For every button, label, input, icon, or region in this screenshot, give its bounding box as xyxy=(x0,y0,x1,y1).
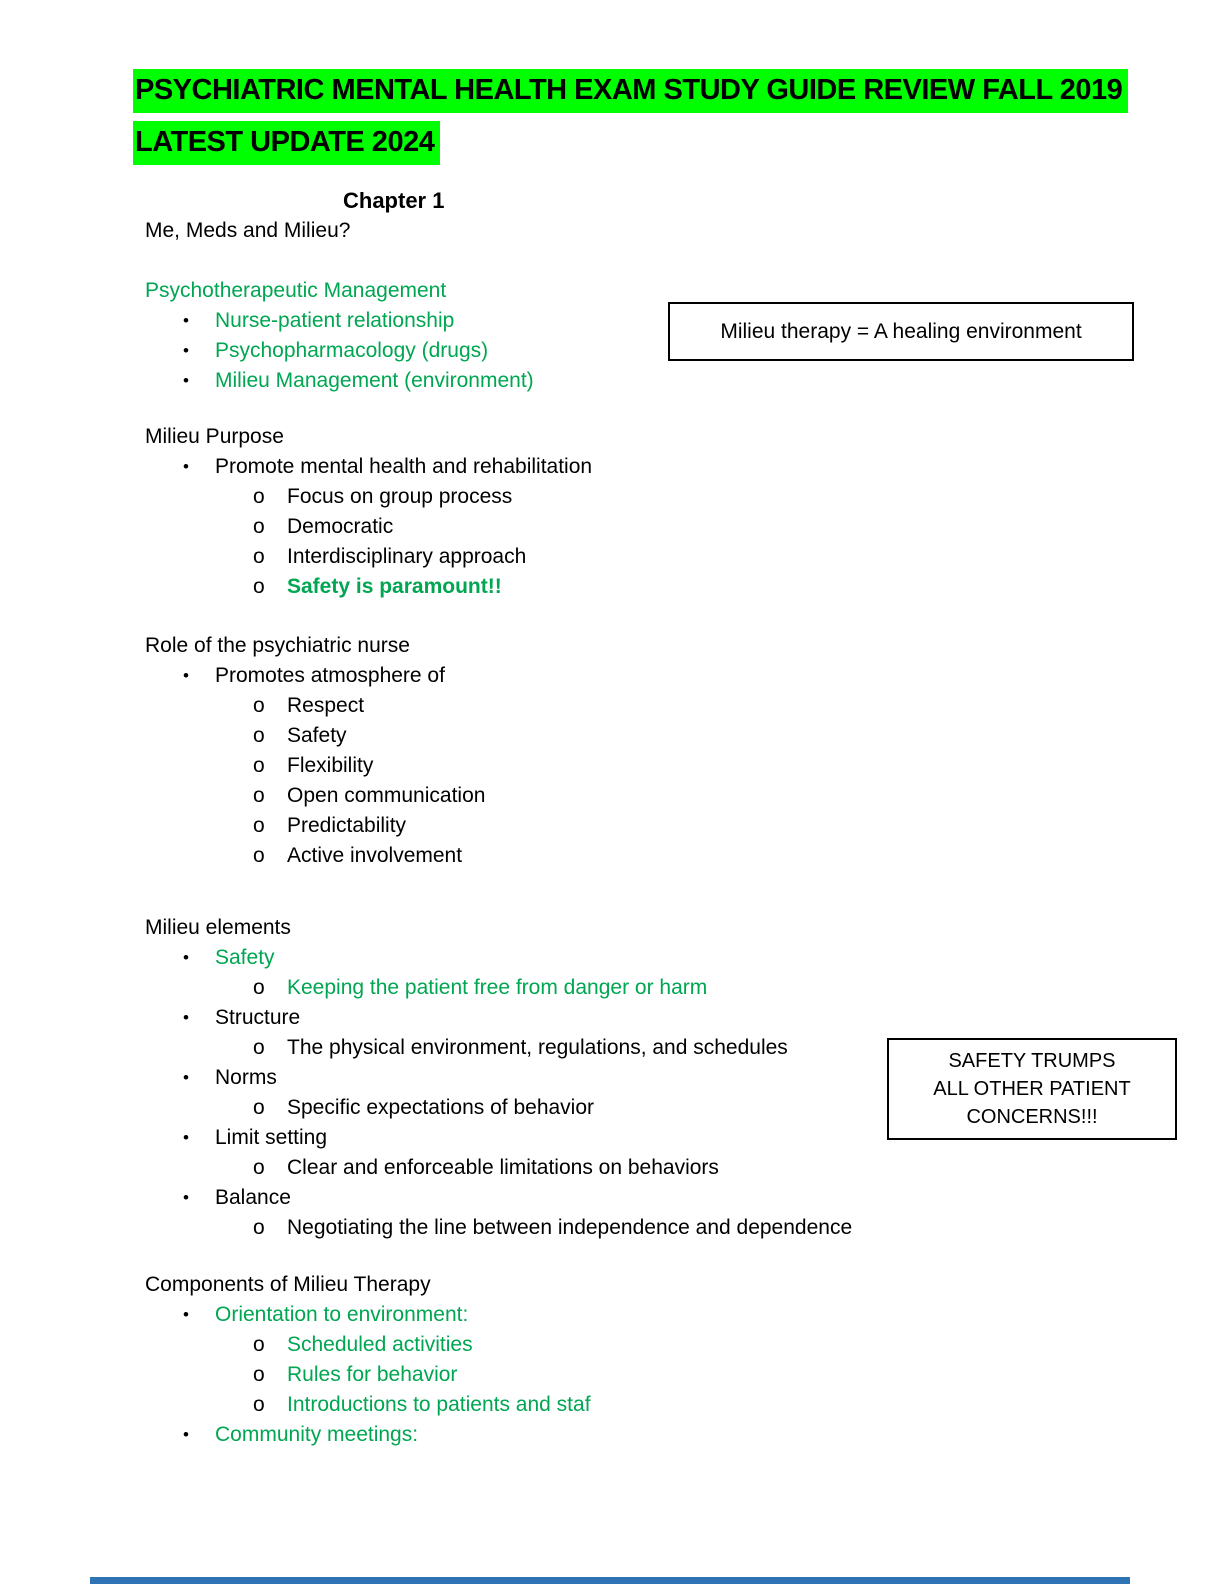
list-item-text: Structure xyxy=(215,1006,301,1029)
list-item-text: The physical environment, regulations, and schedules xyxy=(287,1036,788,1059)
list-item-text: Limit setting xyxy=(215,1126,328,1149)
circle-bullet-icon: o xyxy=(253,724,265,747)
dot-bullet-icon: • xyxy=(183,311,189,330)
list-item xyxy=(0,1183,1224,1213)
circle-bullet-icon: o xyxy=(253,814,265,837)
circle-bullet-icon: o xyxy=(253,754,265,777)
circle-bullet-icon: o xyxy=(253,1216,265,1239)
list-item-text: Interdisciplinary approach xyxy=(287,545,527,568)
list-item xyxy=(0,512,1224,542)
list-item-text: Respect xyxy=(287,694,365,717)
list-item xyxy=(0,691,1224,721)
list-item-text: Rules for behavior xyxy=(287,1363,458,1386)
dot-bullet-icon: • xyxy=(183,1068,189,1087)
list-item xyxy=(0,841,1224,871)
milieu-therapy-callout xyxy=(668,302,1134,361)
list-item-text: Clear and enforceable limitations on behaviors xyxy=(287,1156,719,1179)
list-item xyxy=(0,1003,1224,1033)
list-item-text: Open communication xyxy=(287,784,486,807)
list-item xyxy=(0,482,1224,512)
document-title xyxy=(133,64,1184,168)
list-item-text: Nurse-patient relationship xyxy=(215,309,455,332)
document-subtitle: Me, Meds and Milieu? xyxy=(145,219,351,242)
circle-bullet-icon: o xyxy=(253,545,265,568)
circle-bullet-icon: o xyxy=(253,784,265,807)
dot-bullet-icon: • xyxy=(183,1305,189,1324)
list-item-text: Keeping the patient free from danger or harm xyxy=(287,976,708,999)
list-item-text: Orientation to environment: xyxy=(215,1303,469,1326)
circle-bullet-icon: o xyxy=(253,515,265,538)
list-item-text: Introductions to patients and staf xyxy=(287,1393,591,1416)
dot-bullet-icon: • xyxy=(183,1128,189,1147)
sections xyxy=(0,276,1224,1450)
list-item-text: Active involvement xyxy=(287,844,463,867)
list-item xyxy=(0,542,1224,572)
list-item-text: Psychopharmacology (drugs) xyxy=(215,339,489,362)
list-item-text: Safety xyxy=(287,724,347,747)
page-break-bar xyxy=(90,1577,1130,1584)
dot-bullet-icon: • xyxy=(183,666,189,685)
list-item-text: Specific expectations of behavior xyxy=(287,1096,595,1119)
circle-bullet-icon: o xyxy=(253,844,265,867)
chapter-heading: Chapter 1 xyxy=(343,188,445,213)
safety-trumps-callout xyxy=(887,1038,1177,1140)
section-heading: Psychotherapeutic Management xyxy=(145,279,447,302)
list-item xyxy=(0,781,1224,811)
list-item-text: Milieu Management (environment) xyxy=(215,369,534,392)
list-item xyxy=(0,811,1224,841)
list-item-text: Safety is paramount!! xyxy=(287,575,502,598)
circle-bullet-icon: o xyxy=(253,575,265,598)
list-item-text: Negotiating the line between independence and dependence xyxy=(287,1216,853,1239)
list-item-text: Focus on group process xyxy=(287,485,513,508)
list-item xyxy=(0,1213,1224,1243)
list-item xyxy=(0,751,1224,781)
circle-bullet-icon: o xyxy=(253,1393,265,1416)
list-item-text: Scheduled activities xyxy=(287,1333,473,1356)
circle-bullet-icon: o xyxy=(253,1096,265,1119)
circle-bullet-icon: o xyxy=(253,1036,265,1059)
dot-bullet-icon: • xyxy=(183,948,189,967)
section-heading: Role of the psychiatric nurse xyxy=(145,634,410,657)
list-item xyxy=(0,1300,1224,1330)
callout-line: SAFETY TRUMPS xyxy=(948,1050,1116,1072)
circle-bullet-icon: o xyxy=(253,1363,265,1386)
circle-bullet-icon: o xyxy=(253,1156,265,1179)
list-item-text: Democratic xyxy=(287,515,394,538)
dot-bullet-icon: • xyxy=(183,341,189,360)
highlighted-title-text: PSYCHIATRIC MENTAL HEALTH EXAM STUDY GUIDE REVIEW FALL 2019 LATEST UPDATE 2024 xyxy=(133,69,1128,165)
dot-bullet-icon: • xyxy=(183,1425,189,1444)
list-item-text: Norms xyxy=(215,1066,277,1089)
list-item xyxy=(0,366,1224,396)
dot-bullet-icon: • xyxy=(183,1188,189,1207)
dot-bullet-icon: • xyxy=(183,1008,189,1027)
circle-bullet-icon: o xyxy=(253,976,265,999)
circle-bullet-icon: o xyxy=(253,485,265,508)
list-item xyxy=(0,721,1224,751)
list-item xyxy=(0,973,1224,1003)
dot-bullet-icon: • xyxy=(183,457,189,476)
callout-line: ALL OTHER PATIENT xyxy=(933,1078,1131,1100)
list-item xyxy=(0,1420,1224,1450)
list-item-text: Promotes atmosphere of xyxy=(215,664,445,687)
list-item xyxy=(0,943,1224,973)
dot-bullet-icon: • xyxy=(183,371,189,390)
list-item xyxy=(0,661,1224,691)
section-heading: Milieu Purpose xyxy=(145,425,284,448)
callout-line: CONCERNS!!! xyxy=(966,1106,1098,1128)
list-item xyxy=(0,1360,1224,1390)
list-item xyxy=(0,1153,1224,1183)
section-heading: Components of Milieu Therapy xyxy=(145,1273,431,1296)
callout-text: Milieu therapy = A healing environment xyxy=(720,319,1082,343)
list-item xyxy=(0,1330,1224,1360)
section-heading: Milieu elements xyxy=(145,916,291,939)
list-item xyxy=(0,1390,1224,1420)
list-item-text: Predictability xyxy=(287,814,407,837)
circle-bullet-icon: o xyxy=(253,1333,265,1356)
list-item-text: Promote mental health and rehabilitation xyxy=(215,455,593,478)
list-item-text: Flexibility xyxy=(287,754,374,777)
list-item-text: Community meetings: xyxy=(215,1423,419,1446)
circle-bullet-icon: o xyxy=(253,694,265,717)
list-item-text: Balance xyxy=(215,1186,291,1209)
list-item xyxy=(0,572,1224,602)
list-item xyxy=(0,452,1224,482)
list-item-text: Safety xyxy=(215,946,275,969)
